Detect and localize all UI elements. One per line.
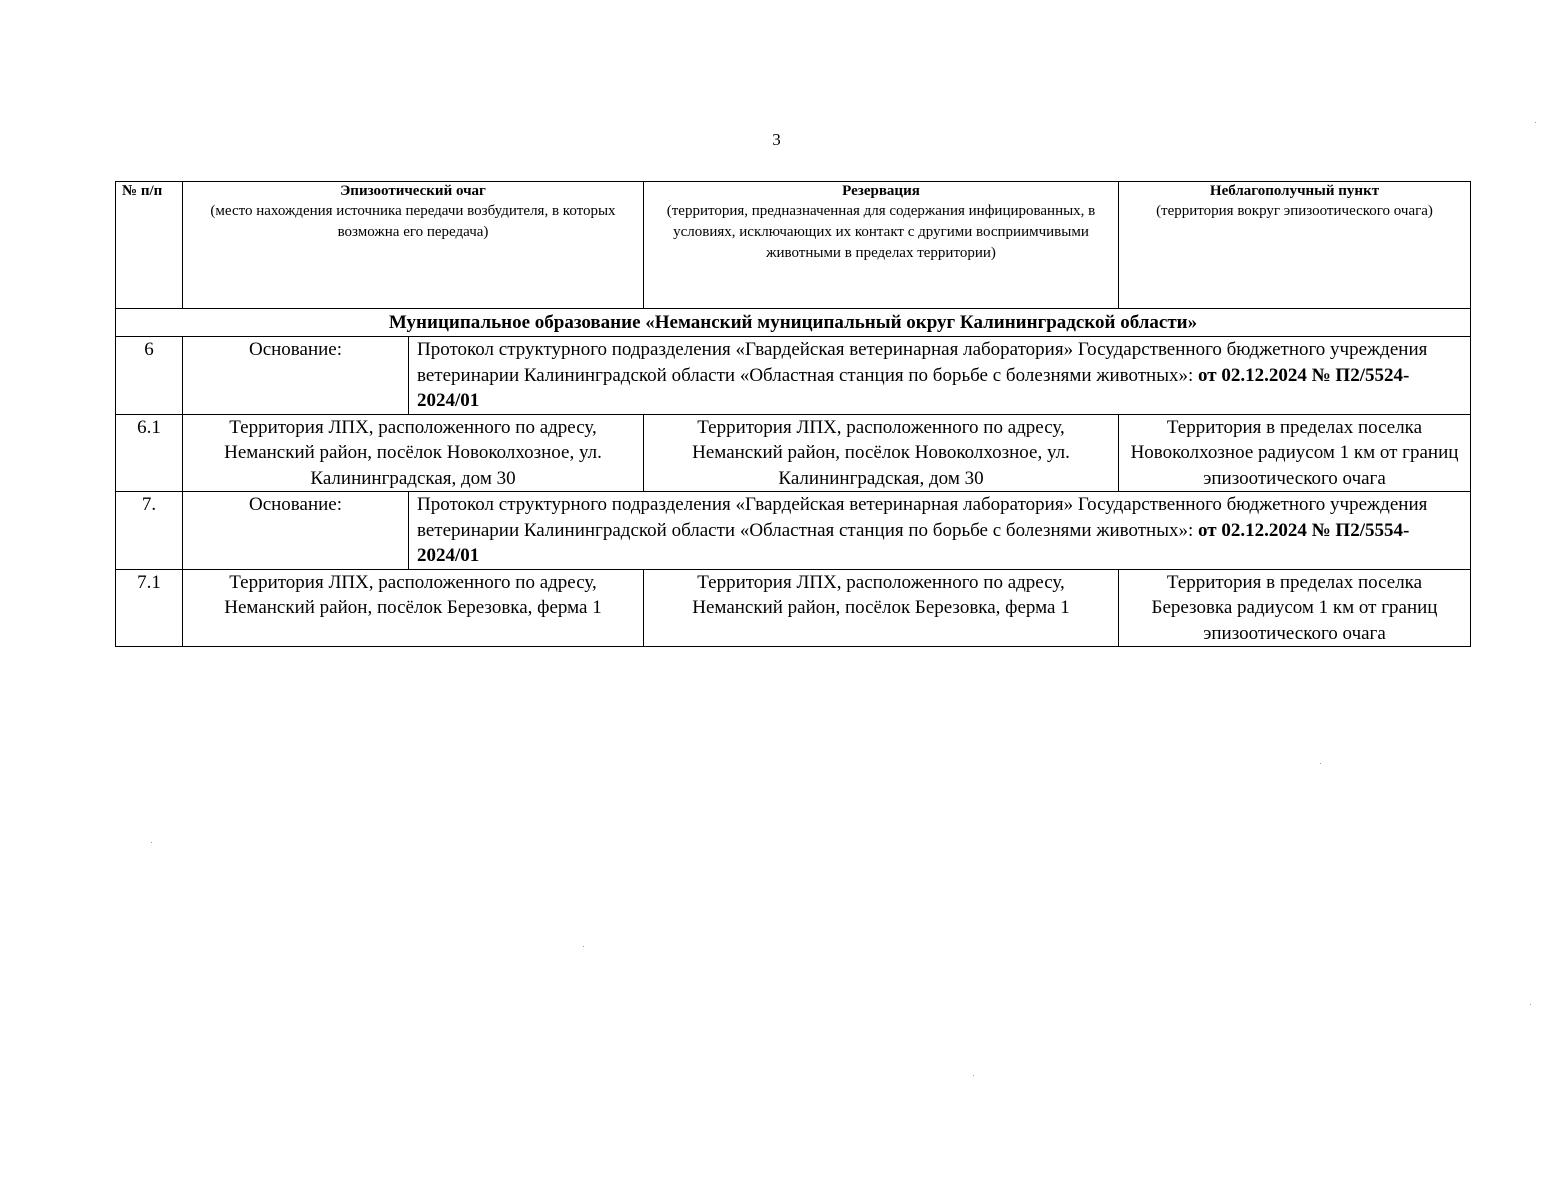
table-row: [116, 569, 1471, 647]
scan-speck: [973, 1075, 974, 1076]
reservation-cell: Территория ЛПХ, расположенного по адресу, Неманский район, посёлок Березовка, ферма 1: [644, 569, 1119, 647]
point-cell: Территория в пределах поселка Березовка радиусом 1 км от границ эпизоотического очага: [1119, 569, 1471, 647]
row-num: 7.1: [116, 569, 183, 647]
basis-text: Протокол структурного подразделения «Гвардейская ветеринарная лаборатория» Государственного бюджетного учреждения ветеринарии Калининградской области «Областная станция по борьбе с болезнями животных»:: [417, 494, 1428, 541]
reservation-cell: Территория ЛПХ, расположенного по адресу, Неманский район, посёлок Новоколхозное, ул. Калининградская, дом 30: [644, 414, 1119, 492]
row-num: 6.1: [116, 414, 183, 492]
scan-speck: [1320, 763, 1321, 764]
scan-speck: [1530, 1004, 1531, 1005]
basis-text: Протокол структурного подразделения «Гвардейская ветеринарная лаборатория» Государственного бюджетного учреждения ветеринарии Калининградской области «Областная станция по борьбе с болезнями животных»:: [417, 339, 1428, 386]
table-row: [116, 414, 1471, 492]
focus-cell: Территория ЛПХ, расположенного по адресу, Неманский район, посёлок Березовка, ферма 1: [183, 569, 644, 647]
header-point-title: Неблагополучный пункт: [1209, 183, 1380, 199]
municipality-row: [116, 309, 1471, 337]
header-reservation-sub: (территория, предназначенная для содержания инфицированных, в условиях, исключающих их контакт с другими восприимчивыми животными в пределах территории): [666, 203, 1096, 261]
row-num: 6: [116, 337, 183, 415]
table-row: [116, 492, 1471, 570]
header-focus-title: Эпизоотический очаг: [340, 183, 486, 199]
header-point-sub: (территория вокруг эпизоотического очага): [1156, 203, 1433, 219]
page-number: 3: [772, 130, 781, 149]
table-row: [116, 337, 1471, 415]
basis-ref: от 02.12.2024 № П2/5524-2024/01: [417, 364, 1410, 411]
header-reservation-title: Резервация: [842, 183, 920, 199]
basis-ref: от 02.12.2024 № П2/5554-2024/01: [417, 519, 1410, 566]
basis-text-cell: [409, 337, 1471, 415]
header-focus-sub: (место нахождения источника передачи возбудителя, в которых возможна его передача): [210, 203, 616, 240]
basis-text-cell: [409, 492, 1471, 570]
point-cell: Территория в пределах поселка Новоколхозное радиусом 1 км от границ эпизоотического очага: [1119, 414, 1471, 492]
basis-label: Основание:: [183, 337, 409, 415]
row-num: 7.: [116, 492, 183, 570]
epizootic-table: [115, 181, 1471, 647]
header-point: [1119, 182, 1471, 309]
focus-cell: Территория ЛПХ, расположенного по адресу, Неманский район, посёлок Новоколхозное, ул. Калининградская, дом 30: [183, 414, 644, 492]
scan-speck: [1535, 122, 1536, 123]
municipality-title: Муниципальное образование «Неманский муниципальный округ Калининградской области»: [116, 309, 1471, 337]
header-focus: [183, 182, 644, 309]
header-reservation: [644, 182, 1119, 309]
table-header-row: [116, 182, 1471, 309]
header-num: [116, 182, 183, 309]
basis-label: Основание:: [183, 492, 409, 570]
scan-speck: [583, 946, 584, 947]
scan-speck: [151, 842, 152, 843]
header-num-label: № п/п: [122, 183, 163, 199]
